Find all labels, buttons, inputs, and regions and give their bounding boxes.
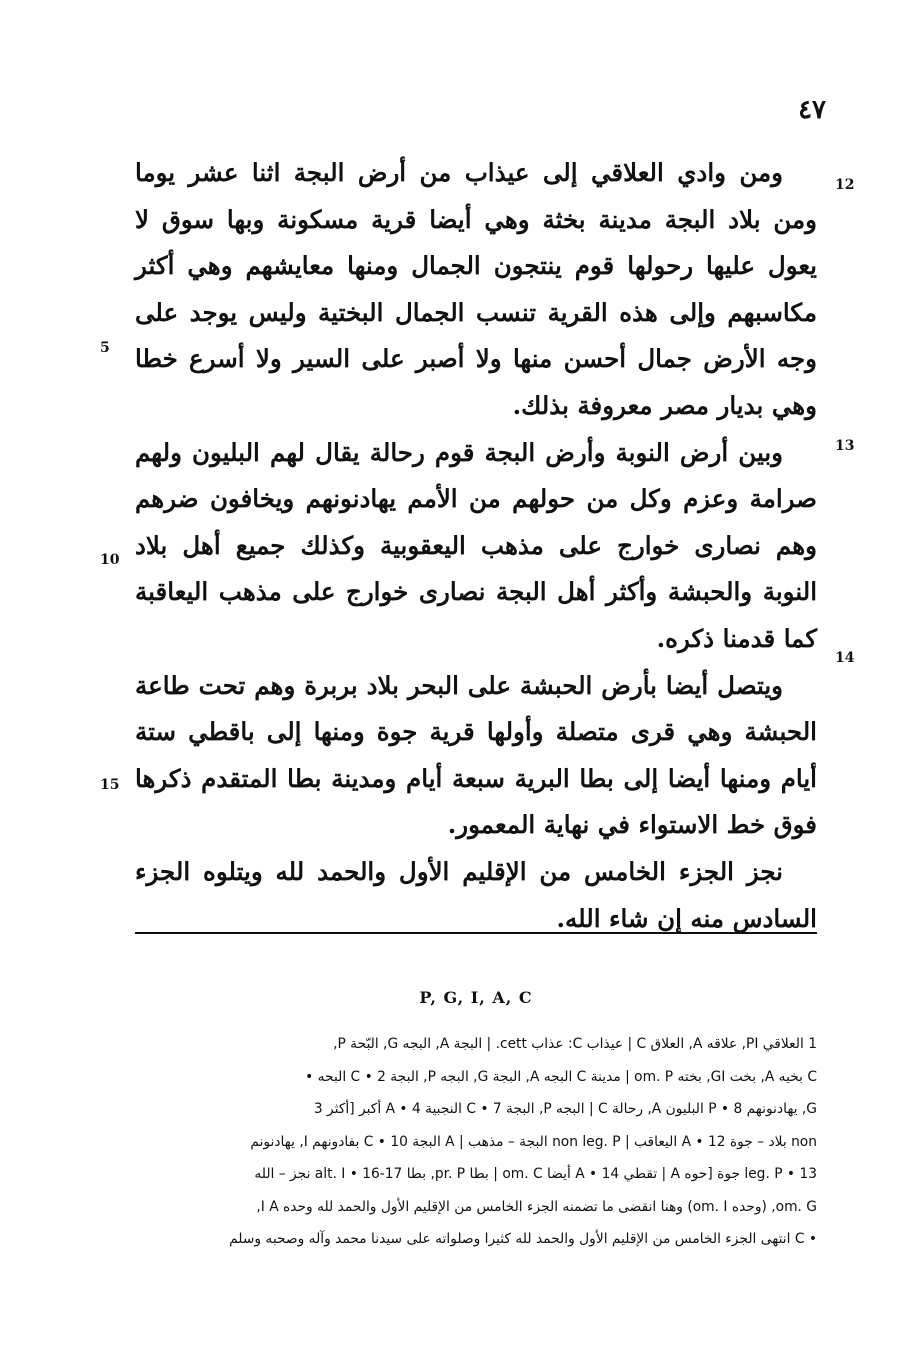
critical-apparatus — [135, 1028, 817, 1256]
apparatus-line: om. G, (وحده om. I) وهنا انقضى ما تضمنه الجزء الخامس من الإقليم الأول والحمد لله وحده I A, — [256, 1198, 817, 1215]
paragraph-14: ويتصل أيضا بأرض الحبشة على البحر بلاد بربرة وهم تحت طاعة الحبشة وهي قرى متصلة وأولها قرية جوة ومنها إلى باقطي ستة أيام ومنها أيضا إلى بطا البرية سبعة أيام ومدينة بطا المتقدم ذكرها فوق خط الاستواء في نهاية المعمور. — [135, 670, 817, 840]
manuscript-sigla: P, G, I, A, C — [419, 988, 533, 1007]
line-number-10: 10 — [100, 552, 120, 568]
closing-colophon: نجز الجزء الخامس من الإقليم الأول والحمد لله ويتلوه الجزء السادس منه إن شاء الله. — [135, 856, 817, 933]
section-number-13: 13 — [835, 438, 855, 454]
paragraph-12: ومن وادي العلاقي إلى عيذاب من أرض البجة اثنا عشر يوما ومن بلاد البجة مدينة بخثة وهي أيضا قرية مسكونة وبها سوق لا يعول عليها رحولها قوم ينتجون الجمال ومنها معايشهم وهي أكثر مكاسبهم وإلى هذه القرية تنسب الجمال البختية وليس يوجد على وجه الأرض جمال أحسن منها ولا أصبر على السير ولا أسرع خطا وهي بديار مصر معروفة بذلك. — [135, 158, 817, 420]
line-number-5: 5 — [100, 340, 110, 356]
line-number-15: 15 — [100, 777, 120, 793]
main-text — [135, 150, 817, 942]
paragraph-13: وبين أرض النوبة وأرض البجة قوم رحالة يقال لهم البليون ولهم صرامة وعزم وكل من حولهم من الأمم يهادنونهم ويخافون ضرهم وهم نصارى خوارج على مذهب اليعقوبية وكذلك جميع أهل بلاد النوبة والحبشة وأكثر أهل البجة نصارى خوارج على مذهب اليعاقبة كما قدمنا ذكره. — [135, 437, 817, 653]
apparatus-line: C بخيه A, بخت GI, بخته om. P | مدينة C البجه A, البجة G, البجه P, البجة 2 • C البحه • — [305, 1068, 817, 1085]
apparatus-line: G, يهادنونهم 8 • P البليون A, رحالة C | البجه P, البجة 7 • C النجبية 4 • A أكبر [أكثر 3 — [313, 1101, 817, 1117]
apparatus-line: leg. P • 13 جوة [حوه A | تقطي A • 14 أيضا om. C | بطا pr. P, بطا alt. I • 16-17 نجز – الله — [254, 1166, 817, 1182]
page-number: ٤٧ — [798, 95, 826, 125]
apparatus-line: non بلاد – جوة 12 • A اليعاقب | non leg. P البجة – مذهب | A البجة 10 • C بفادونهم I, يهادنونم — [250, 1133, 817, 1150]
apparatus-line: • C انتهى الجزء الخامس من الإقليم الأول والحمد لله كثيرا وصلواته على سيدنا محمد وآله وصحبه وسلم — [229, 1231, 817, 1247]
section-number-12: 12 — [835, 177, 855, 193]
apparatus-line: 1 العلاقي PI, علاقه A, العلاق C | عيذاب C: عذاب cett. | البجة A, البجه G, البّحة P, — [333, 1036, 817, 1052]
section-number-14: 14 — [835, 650, 855, 666]
footnote-divider — [135, 932, 817, 934]
